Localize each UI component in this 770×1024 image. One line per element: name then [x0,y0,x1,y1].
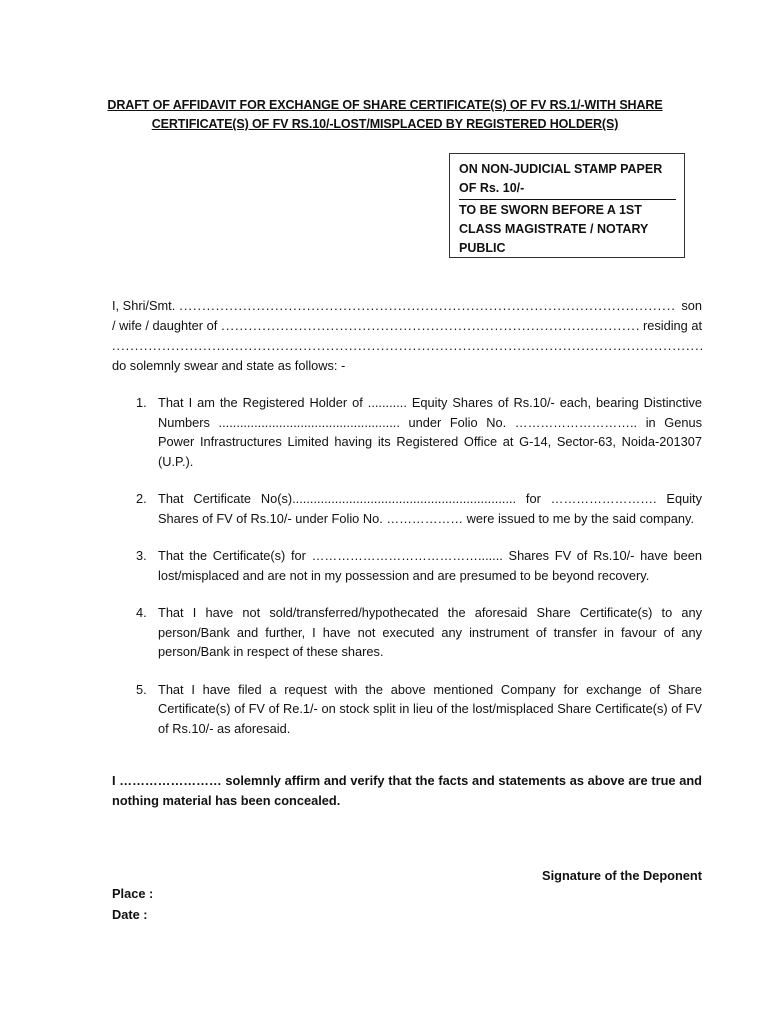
relation-line [112,316,702,336]
stamp-paper-note: ON NON-JUDICIAL STAMP PAPER OF Rs. 10/- [459,160,676,200]
clause-text: That the Certificate(s) for …………………………………....... Shares FV of Rs.10/- have been lost/misplaced and are not in my possession and are presumed to be beyond recovery. [158,548,702,583]
title-line-1: DRAFT OF AFFIDAVIT FOR EXCHANGE OF SHARE CERTIFICATE(S) OF FV RS.1/-WITH SHARE [107,98,663,112]
clause-text: That Certificate No(s)............................................................... for ……………………. Equity Shares of FV of Rs.10/- under Folio No. ……………… were issued to me by the said company. [158,491,702,526]
deponent-intro [112,296,702,376]
date-label: Date : [112,907,148,922]
sworn-before-note: TO BE SWORN BEFORE A 1ST CLASS MAGISTRATE / NOTARY PUBLIC [459,203,649,255]
deponent-signature-label: Signature of the Deponent [542,868,702,883]
address-blank [112,336,702,356]
clause-item [112,603,702,662]
clause-number: 5. [136,681,147,697]
clause-item [112,393,702,471]
title-line-2: CERTIFICATE(S) OF FV RS.10/-LOST/MISPLACED BY REGISTERED HOLDER(S) [151,117,619,131]
relation-label: / wife / daughter of [112,318,218,333]
name-blank [179,296,677,316]
name-line [112,296,702,316]
clause-number: 3. [136,548,147,563]
solemnly-statement: do solemnly swear and state as follows: - [112,358,346,373]
son-label: son [681,298,702,313]
clause-number: 4. [136,605,147,620]
place-label: Place : [112,886,154,901]
clause-item [112,546,702,585]
affirmation-statement: I …………………… solemnly affirm and verify that the facts and statements as above are true and nothing material has been concealed. [112,773,702,808]
clause-item [112,489,702,528]
document-title [100,96,670,134]
stamp-paper-box [449,153,685,258]
clause-item [112,680,702,739]
address-line [112,336,702,356]
affidavit-clauses [112,393,702,738]
shri-label: I, Shri/Smt. [112,298,176,313]
residing-label: residing at [642,318,702,333]
parent-name-blank [221,316,639,336]
clause-text: That I am the Registered Holder of ........... Equity Shares of Rs.10/- each, bearing Distinctive Numbers ................................................... under Folio No. ……………………….. in Genus Power Infrastructures Limited having its Registered Office at G-14, Sector-63, Noida-201307 (U.P.). [158,395,702,469]
clause-number: 1. [136,395,147,410]
clause-text: That I have not sold/transferred/hypothecated the aforesaid Share Certificate(s) to any person/Bank and further, I have not executed any instrument of transfer in favour of any person/Bank in respect of these shares. [158,605,702,659]
clause-number: 2. [136,491,147,506]
clause-text: That I have filed a request with the above mentioned Company for exchange of Share Certificate(s) of FV of Re.1/- on stock split in lieu of the lost/misplaced Share Certificate(s) of FV of Rs.10/- as aforesaid. [158,681,702,736]
